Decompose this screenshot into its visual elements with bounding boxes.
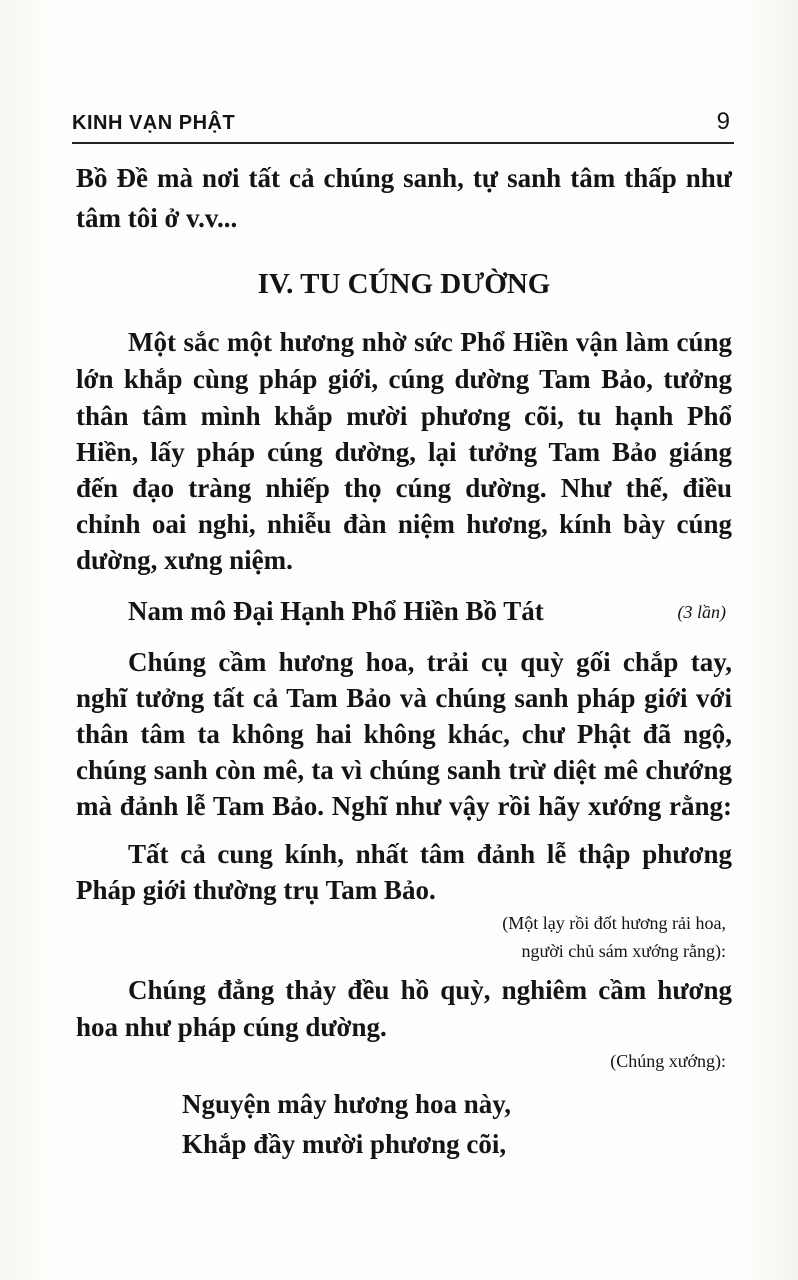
paragraph-line: thân tâm mình khắp mười phương cõi, tu hạnh Phổ [76,401,732,431]
invocation-note: (3 lần) [677,602,726,622]
verse-line: Khắp đầy mười phương cõi, [182,1129,507,1159]
paragraph-line: đến đạo tràng nhiếp thọ cúng dường. Như thế, điều [76,473,732,503]
paragraph-line: Chúng cầm hương hoa, trải cụ quỳ gối chắp tay, [128,647,732,677]
paragraph-line: lớn khắp cùng pháp giới, cúng dường Tam Bảo, tưởng [76,364,732,394]
paragraph-line: mà đảnh lễ Tam Bảo. Nghĩ như vậy rồi hãy xướng rằng: [76,791,732,821]
paragraph-line: chúng sanh còn mê, ta vì chúng sanh trừ diệt mê chướng [76,755,732,785]
paragraph-line: chỉnh oai nghi, nhiễu đàn niệm hương, kính bày cúng [76,509,732,539]
ritual-note: (Một lạy rồi đốt hương rải hoa, [502,913,726,933]
running-title: KINH VẠN PHẬT [72,112,236,134]
paragraph-line: Một sắc một hương nhờ sức Phổ Hiền vận làm cúng [128,327,732,357]
paragraph-line: Tất cả cung kính, nhất tâm đảnh lễ thập phương [128,839,732,869]
section-heading: IV. TU CÚNG DƯỜNG [257,268,551,300]
paragraph-line: Chúng đẳng thảy đều hồ quỳ, nghiêm cầm hương [128,975,732,1005]
paragraph-line: Hiền, lấy pháp cúng dường, lại tưởng Tam Bảo giáng [76,437,732,467]
ritual-note: người chủ sám xướng rằng): [521,941,726,961]
ritual-note: (Chúng xướng): [610,1051,726,1071]
paragraph-line: Pháp giới thường trụ Tam Bảo. [76,875,436,905]
paragraph-line: hoa như pháp cúng dường. [76,1012,387,1042]
page-header [72,108,734,144]
paragraph-line: nghĩ tưởng tất cả Tam Bảo và chúng sanh pháp giới với [76,683,732,713]
paragraph-line: tâm tôi ở v.v... [76,203,238,233]
verse-line: Nguyện mây hương hoa này, [182,1089,511,1119]
page-number: 9 [716,108,730,135]
invocation-line: Nam mô Đại Hạnh Phổ Hiền Bồ Tát [128,596,544,626]
paragraph-line: Bồ Đề mà nơi tất cả chúng sanh, tự sanh tâm thấp như [76,163,732,193]
paragraph-line: thân tâm ta không hai không khác, chư Phật đã ngộ, [76,719,732,749]
paragraph-line: dường, xưng niệm. [76,545,293,575]
